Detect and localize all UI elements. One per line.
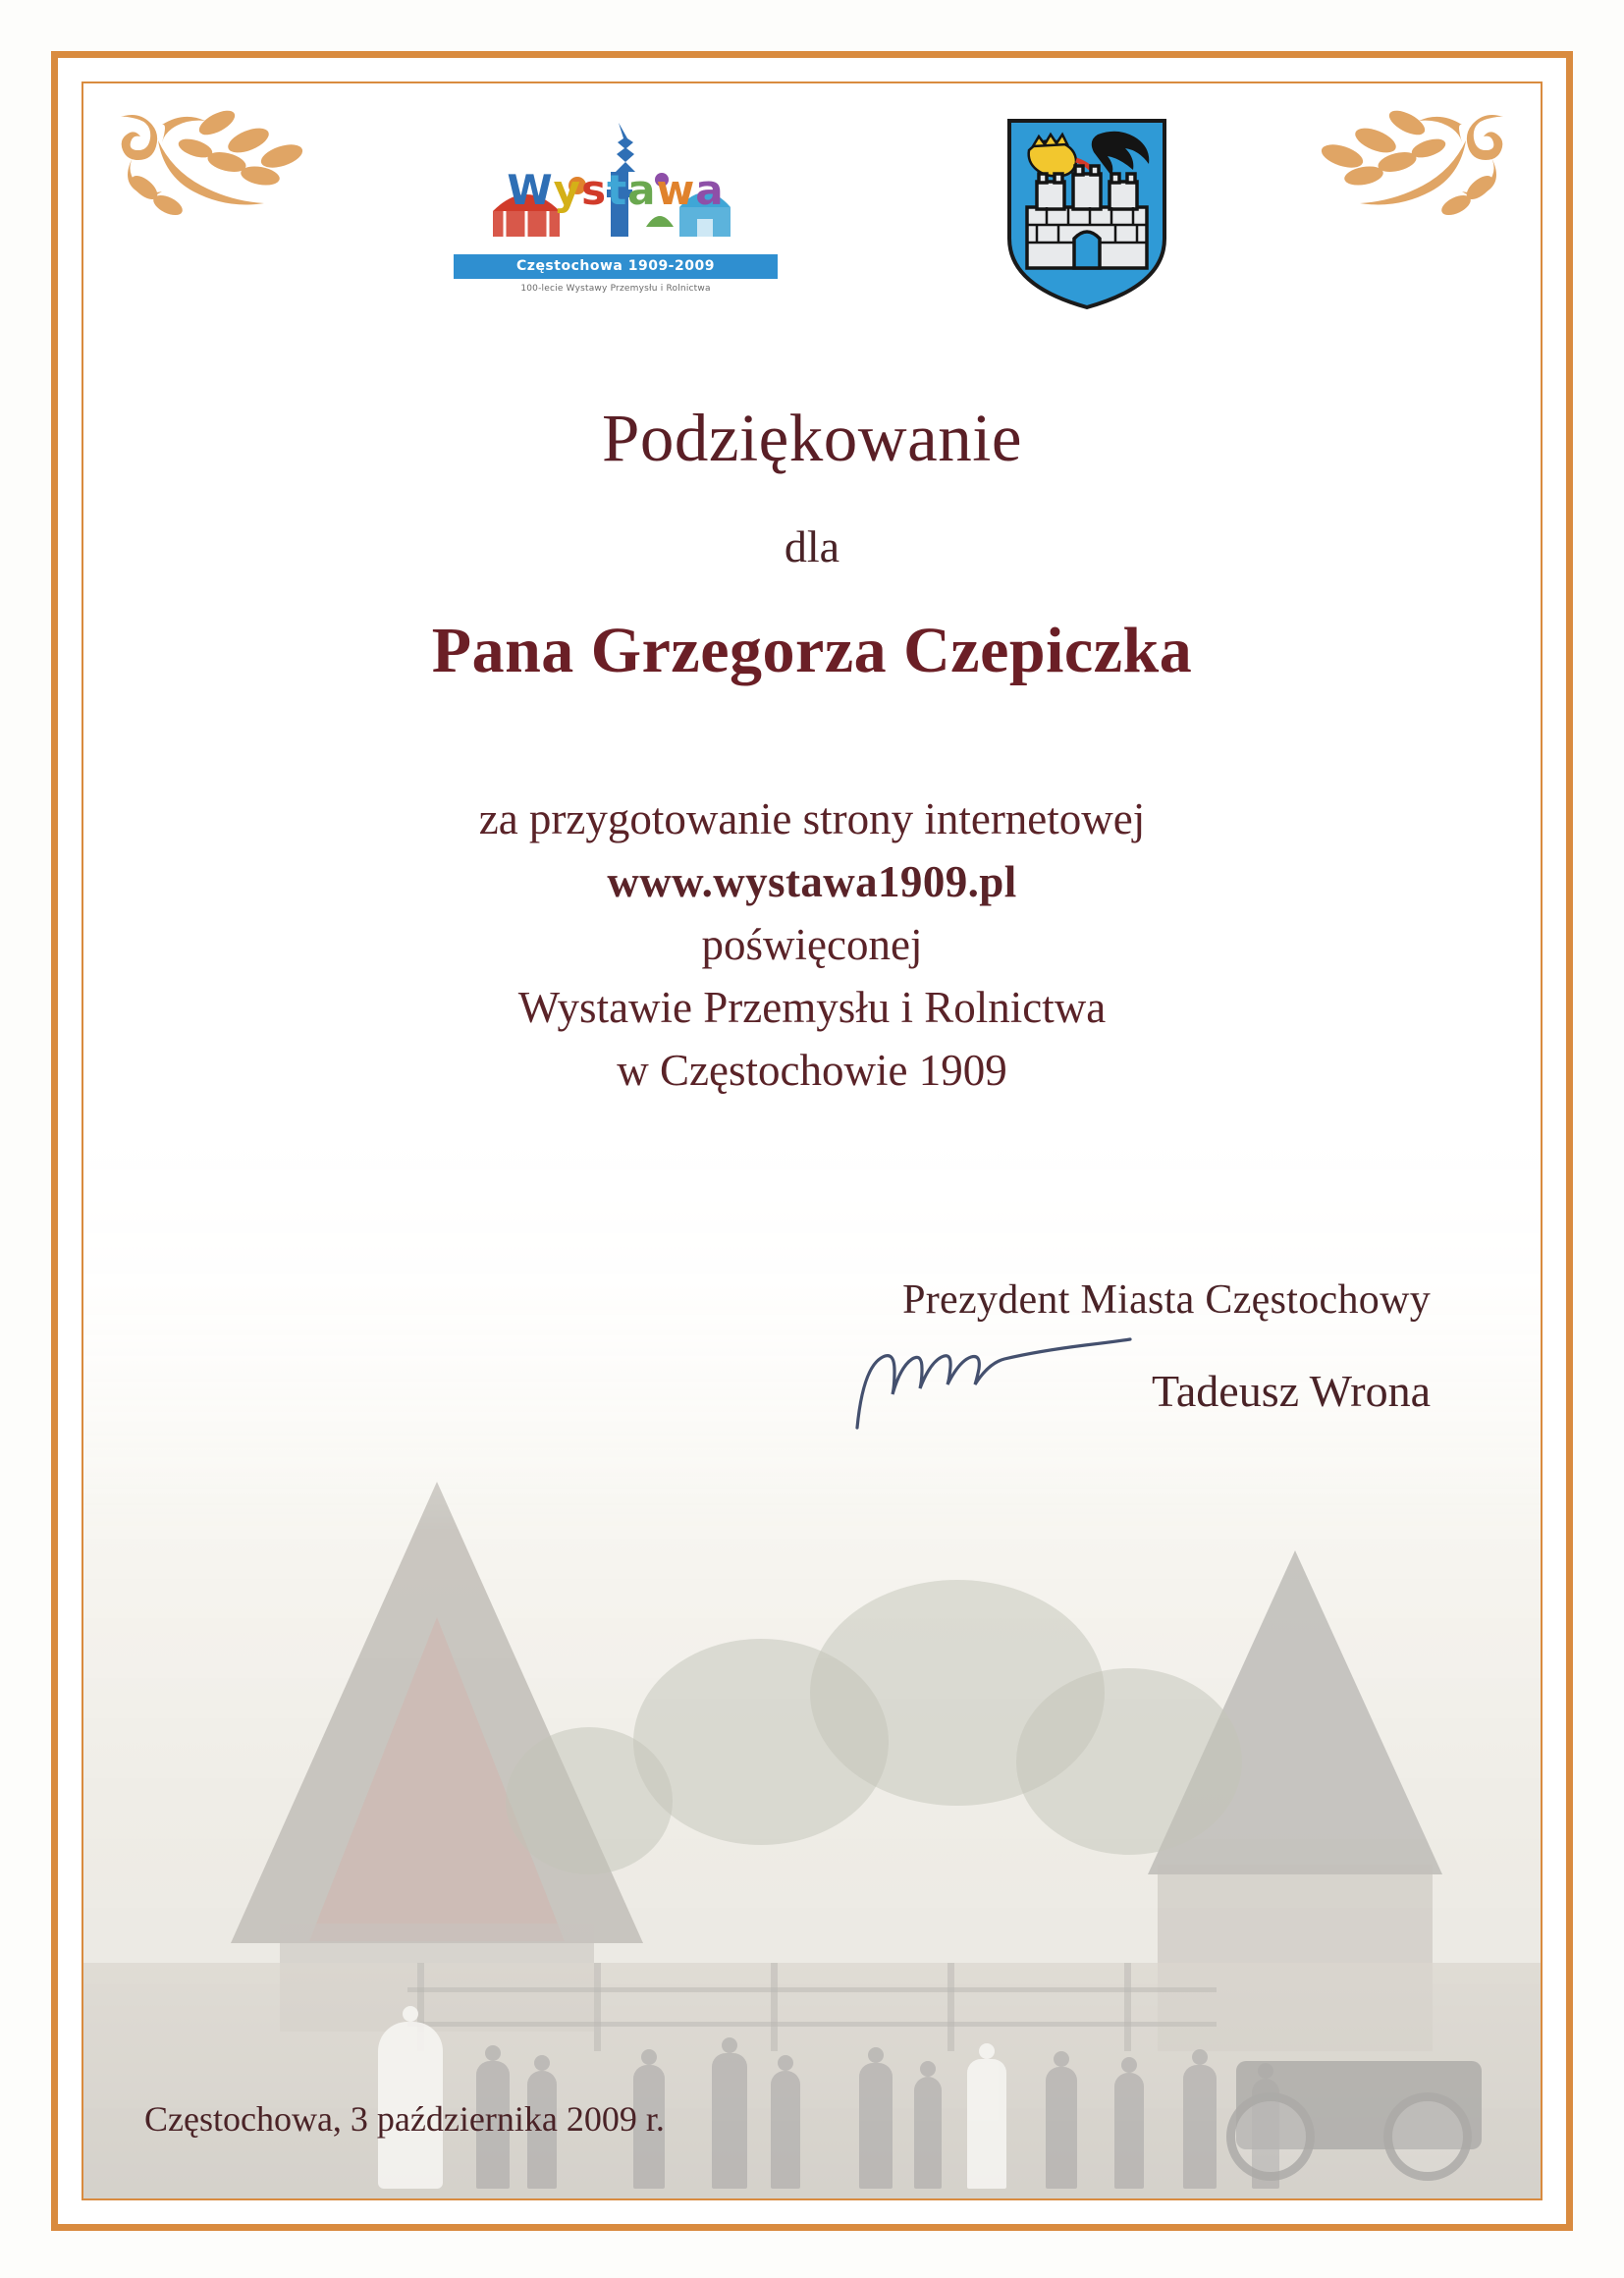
for-label: dla (784, 521, 840, 571)
place-and-date: Częstochowa, 3 października 2009 r. (144, 2099, 665, 2139)
signatory-title: Prezydent Miasta Częstochowy (902, 1277, 1431, 1324)
citation-line: za przygotowanie strony internetowej (478, 794, 1146, 843)
exhibition-logo-caption: 100-lecie Wystawy Przemysłu i Rolnictwa (520, 284, 711, 294)
handwritten-signature-icon (849, 1318, 1203, 1436)
page-title: Podziękowanie (601, 401, 1023, 475)
logo-row (152, 83, 1472, 309)
exhibition-wordmark: Wystawa (507, 166, 725, 214)
signature-block (152, 1276, 1472, 1445)
certificate-content (83, 83, 1541, 1445)
certificate-inner-frame (81, 81, 1543, 2200)
citation-text (152, 788, 1472, 1102)
certificate-outer-frame (51, 51, 1573, 2231)
recipient-name: Pana Grzegorza Czepiczka (431, 615, 1193, 686)
exhibition-logo-banner: Częstochowa 1909-2009 (454, 254, 778, 279)
coat-of-arms-icon (1003, 117, 1170, 309)
exhibition-logo (454, 117, 778, 294)
signatory-name: Tadeusz Wrona (1151, 1366, 1431, 1417)
citation-line: Wystawie Przemysłu i Rolnictwa (517, 982, 1107, 1032)
citation-url: www.wystawa1909.pl (607, 856, 1017, 906)
citation-line: poświęconej (701, 919, 923, 969)
exhibition-logo-art (454, 117, 778, 254)
citation-line: w Częstochowie 1909 (617, 1045, 1007, 1095)
